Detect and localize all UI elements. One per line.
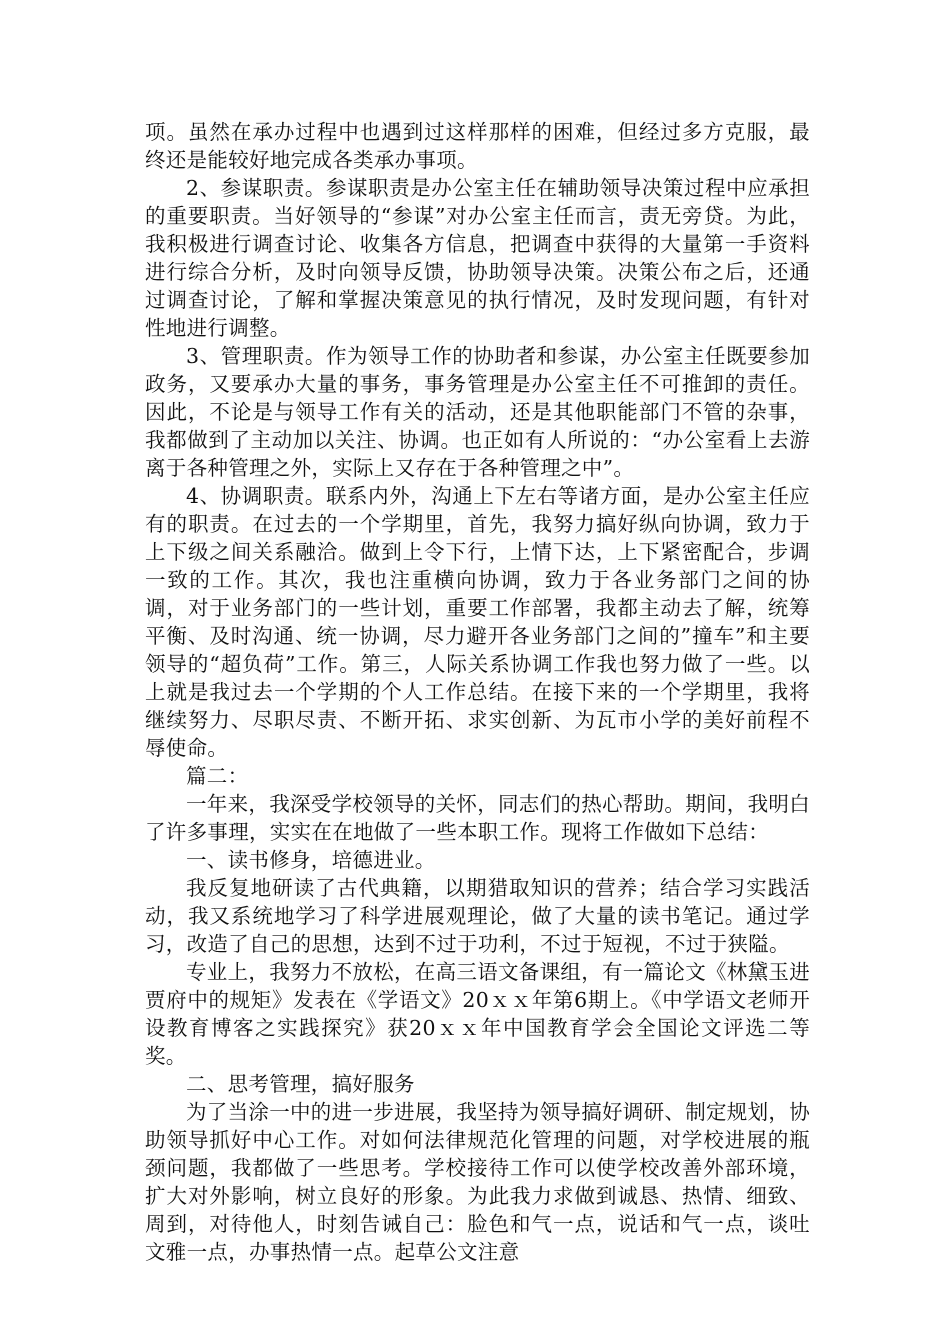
document-body: [145, 118, 810, 1266]
subheading-reading: 一、读书修身，培德进业。: [186, 848, 436, 872]
paragraph-management-duty: 3、管理职责。作为领导工作的协助者和参谋，办公室主任既要参加政务，又要承办大量的事务，事务管理是办公室主任不可推卸的责任。因此，不论是与领导工作有关的活动，还是其他职能部门不管的杂事，我都做到了主动加以关注、协调。也正如有人所说的：“办公室看上去游离于各种管理之外，实际上又存在于各种管理之中”。: [145, 344, 810, 480]
paragraph-service: 为了当涂一中的进一步进展，我坚持为领导搞好调研、制定规划，协助领导抓好中心工作。对如何法律规范化管理的问题，对学校进展的瓶颈问题，我都做了一些思考。学校接待工作可以使学校改善外部环境，扩大对外影响，树立良好的形象。为此我力求做到诚恳、热情、细致、周到，对待他人，时刻告诫自己：脸色和气一点，说话和气一点，谈吐文雅一点，办事热情一点。起草公文注意: [145, 1100, 810, 1264]
paragraph-introduction: 一年来，我深受学校领导的关怀，同志们的热心帮助。期间，我明白了许多事理，实实在在地做了一些本职工作。现将工作做如下总结：: [145, 792, 810, 844]
section-heading-part-two: 篇二：: [186, 764, 249, 788]
paragraph-study: 我反复地研读了古代典籍，以期猎取知识的营养；结合学习实践活动，我又系统地学习了科学进展观理论，做了大量的读书笔记。通过学习，改造了自己的思想，达到不过于功利，不过于短视，不过于狭隘。: [145, 876, 810, 956]
subheading-management: 二、思考管理，搞好服务: [186, 1072, 415, 1096]
paragraph-professional: 专业上，我努力不放松，在高三语文备课组，有一篇论文《林黛玉进贾府中的规矩》发表在《学语文》20ｘｘ年第6期上。《中学语文老师开设教育博客之实践探究》获20ｘｘ年中国教育学会全国论文评选二等奖。: [145, 960, 810, 1068]
paragraph-coordination-duty: 4、协调职责。联系内外，沟通上下左右等诸方面，是办公室主任应有的职责。在过去的一个学期里，首先，我努力搞好纵向协调，致力于上下级之间关系融洽。做到上令下行，上情下达，上下紧密配合，步调一致的工作。其次，我也注重横向协调，致力于各业务部门之间的协调，对于业务部门的一些计划，重要工作部署，我都主动去了解，统筹平衡、及时沟通、统一协调，尽力避开各业务部门之间的”撞车”和主要领导的“超负荷”工作。第三，人际关系协调工作我也努力做了一些。以上就是我过去一个学期的个人工作总结。在接下来的一个学期里，我将继续努力、尽职尽责、不断开拓、求实创新、为瓦市小学的美好前程不辱使命。: [145, 484, 810, 760]
paragraph-advisory-duty: 2、参谋职责。参谋职责是办公室主任在辅助领导决策过程中应承担的重要职责。当好领导的“参谋”对办公室主任而言，责无旁贷。为此，我积极进行调查讨论、收集各方信息，把调查中获得的大量第一手资料进行综合分析，及时向领导反馈，协助领导决策。决策公布之后，还通过调查讨论，了解和掌握决策意见的执行情况，及时发现问题，有针对性地进行调整。: [145, 176, 810, 340]
paragraph-continuation: 项。虽然在承办过程中也遇到过这样那样的困难，但经过多方克服，最终还是能较好地完成各类承办事项。: [145, 120, 810, 172]
